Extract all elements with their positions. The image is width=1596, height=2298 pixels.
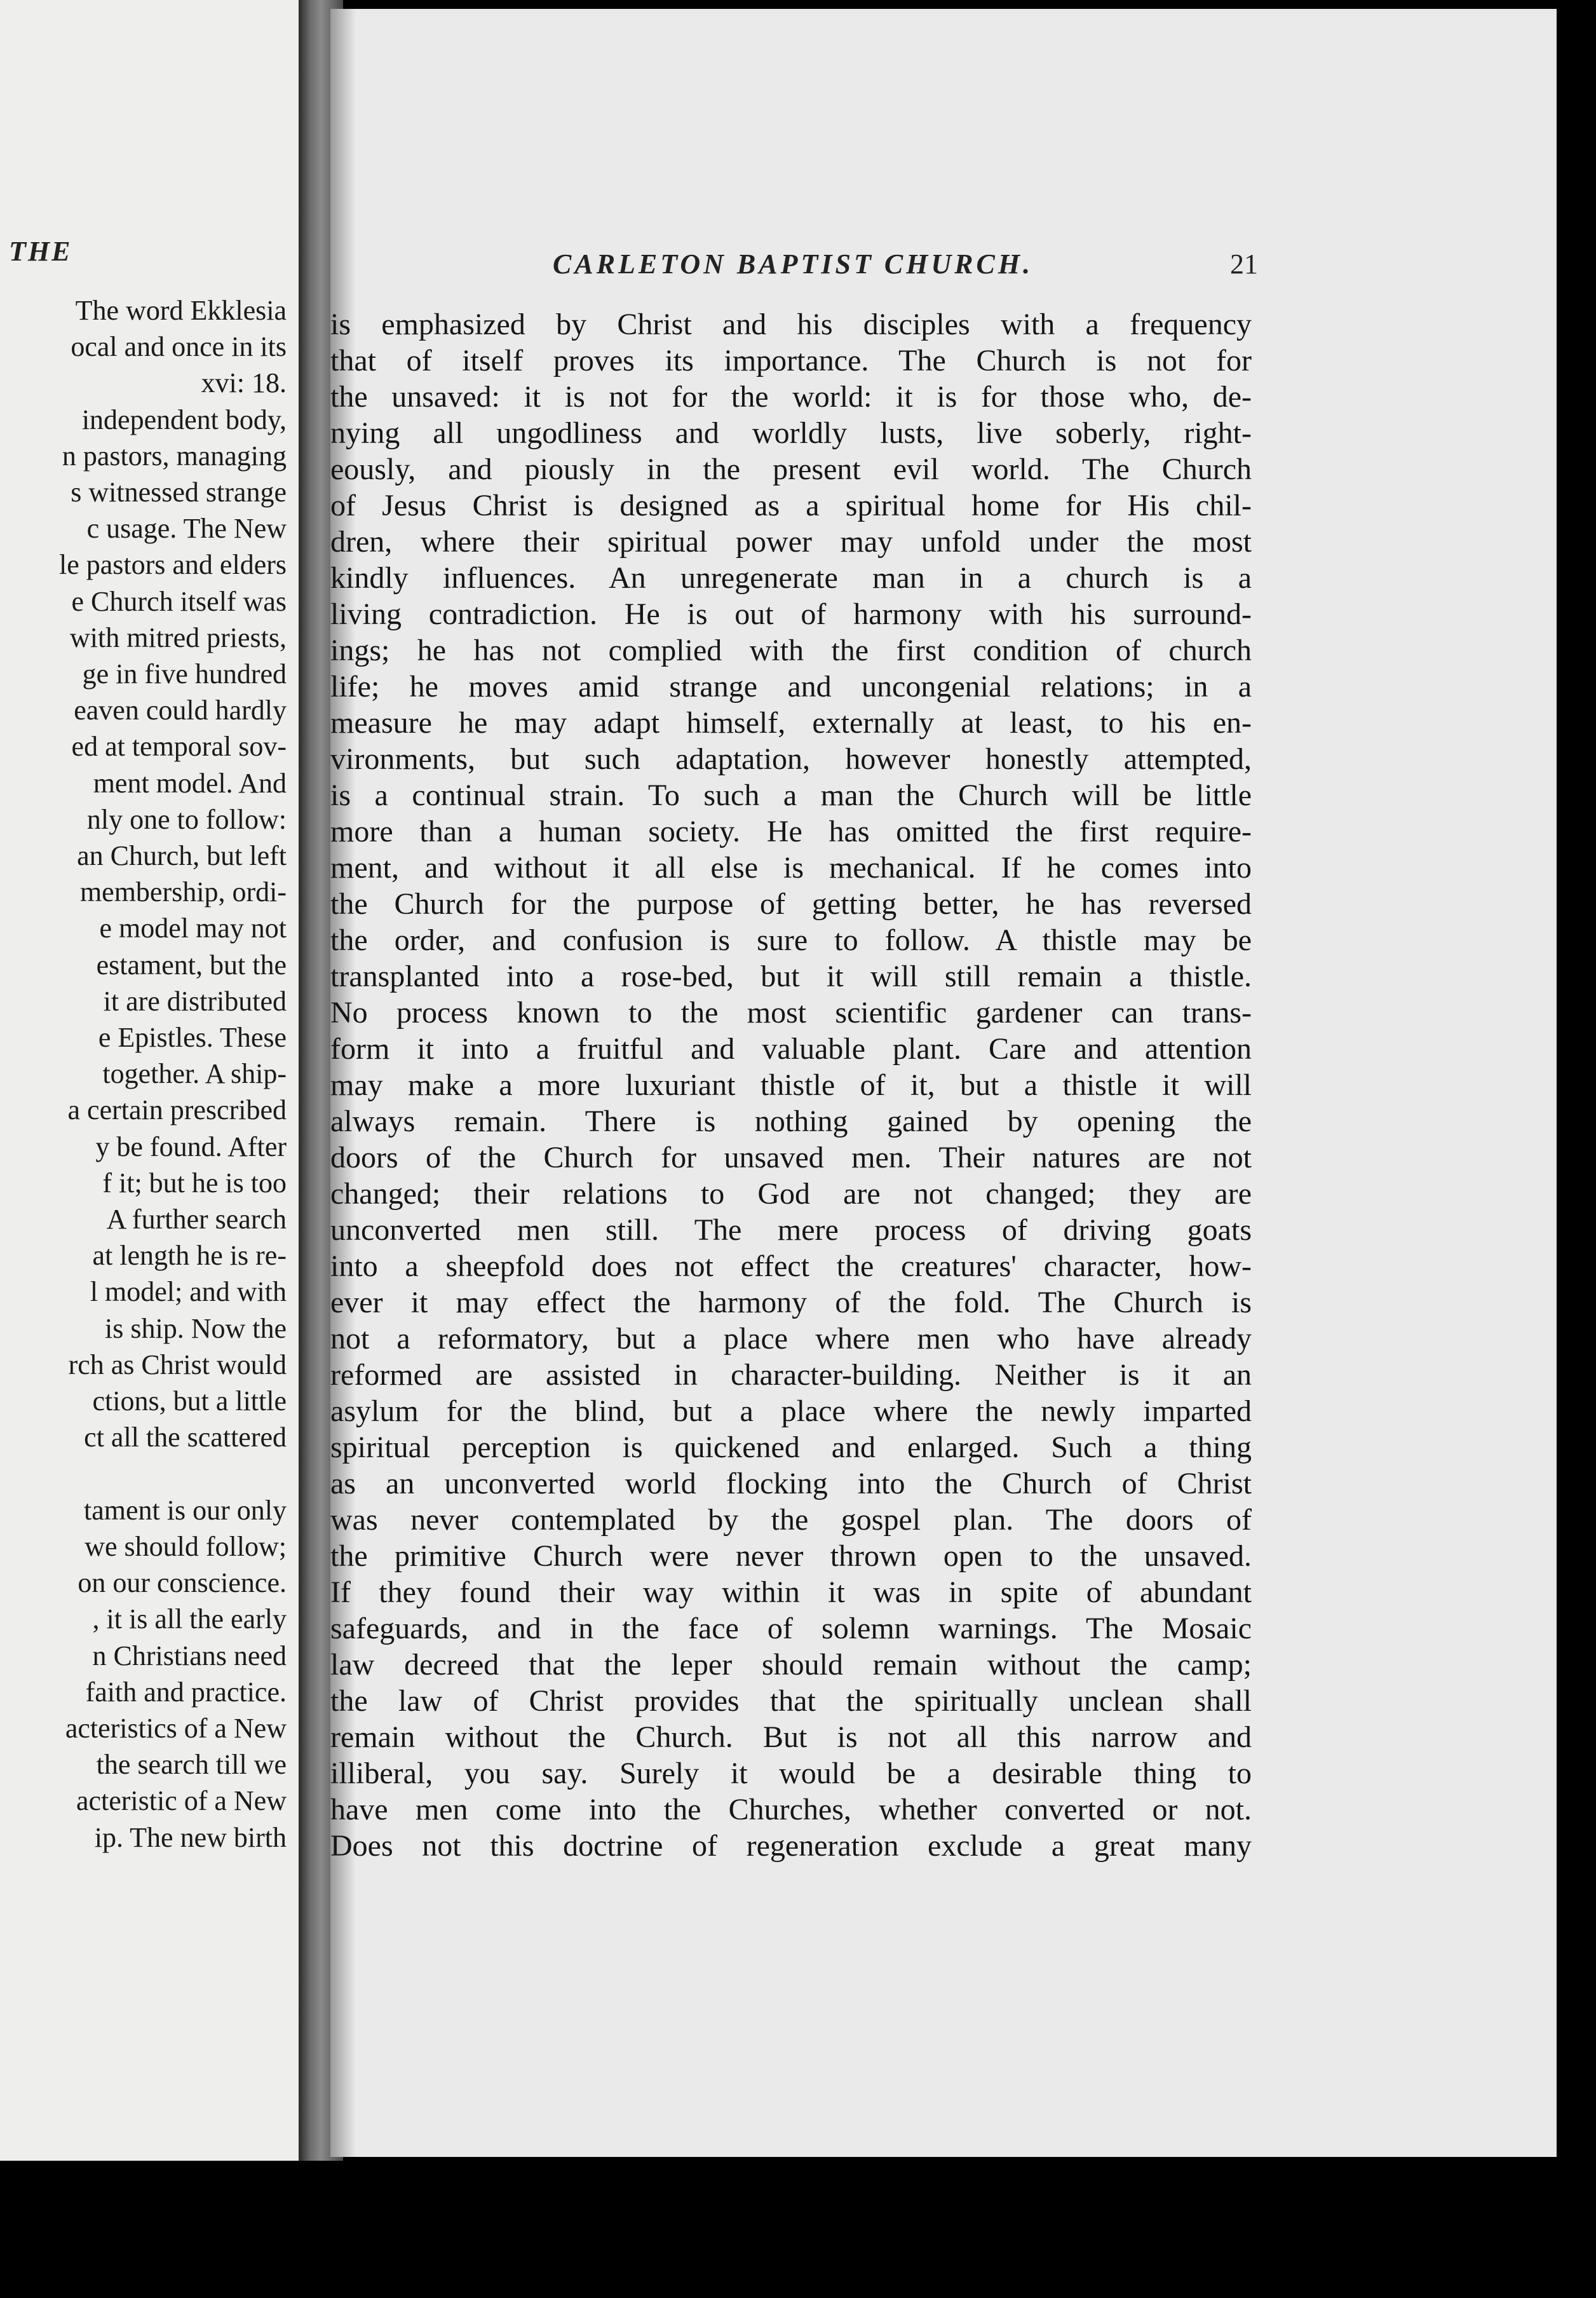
text-line: was never contemplated by the gospel plan. The doors of [330,1503,1252,1537]
text-line: ment, and without it all else is mechanical. If he comes into [330,851,1252,885]
text-line: unconverted men still. The mere process of driving goats [330,1213,1252,1247]
text-line: ed at temporal sov- [71,731,287,763]
text-line: estament, but the [96,949,287,981]
text-line: membership, ordi- [79,876,287,908]
text-line: kindly influences. An unregenerate man in a church is a [330,561,1252,595]
text-line: reformed are assisted in character-building. Neither is it an [330,1358,1252,1392]
text-line: the unsaved: it is not for the world: it is for those who, de- [330,380,1252,414]
text-line: e model may not [99,913,287,944]
text-line: n Christians need [92,1640,287,1671]
text-line: may make a more luxuriant thistle of it, but a thistle it will [330,1068,1252,1102]
text-line: ever it may effect the harmony of the fold. The Church is [330,1286,1252,1319]
text-line: life; he moves amid strange and uncongenial relations; in a [330,670,1252,704]
text-line: rch as Christ would [68,1349,287,1380]
text-line: into a sheepfold does not effect the creatures' character, how- [330,1249,1252,1283]
text-line: l model; and with [90,1276,287,1308]
text-line: is a continual strain. To such a man the Church will be little [330,778,1252,812]
text-line: faith and practice. [85,1676,287,1708]
text-line: an Church, but left [77,840,287,872]
text-line: have men come into the Churches, whether converted or not. [330,1793,1252,1826]
left-page-text [0,292,287,1856]
text-line: transplanted into a rose-bed, but it will still remain a thistle. [330,960,1252,993]
text-line: is ship. Now the [105,1312,287,1344]
text-line: that of itself proves its importance. The Church is not for [330,344,1252,377]
text-line: tament is our only [84,1494,287,1526]
text-line: ct all the scattered [84,1422,287,1453]
text-line: the primitive Church were never thrown open to the unsaved. [330,1539,1252,1573]
text-line: vironments, but such adaptation, however honestly attempted, [330,742,1252,776]
scan-bottom-border [0,2161,1596,2298]
text-line: the order, and confusion is sure to follow. A thistle may be [330,923,1252,957]
text-line: s witnessed strange [71,477,287,508]
text-line: ocal and once in its [71,331,287,363]
text-line: form it into a fruitful and valuable plant. Care and attention [330,1032,1252,1066]
text-line: ings; he has not complied with the first condition of church [330,634,1252,667]
text-line: ge in five hundred [82,658,287,690]
text-line: e Church itself was [71,585,287,617]
text-line: nying all ungodliness and worldly lusts, live soberly, right- [330,416,1252,450]
text-line: spiritual perception is quickened and enlarged. Such a thing [330,1431,1252,1464]
text-line: independent body, [81,404,287,435]
running-head: CARLETON BAPTIST CHURCH. [553,248,1034,280]
text-line: at length he is re- [92,1240,287,1272]
text-line: If they found their way within it was in spite of abundant [330,1575,1252,1609]
text-line: eously, and piously in the present evil world. The Church [330,452,1252,486]
text-line: the search till we [96,1749,287,1781]
text-line: asylum for the blind, but a place where the newly imparted [330,1394,1252,1428]
text-line: a certain prescribed [67,1094,287,1126]
text-line: of Jesus Christ is designed as a spiritual home for His chil- [330,489,1252,522]
text-line: c usage. The New [86,513,287,545]
text-line: Does not this doctrine of regeneration exclude a great many [330,1829,1252,1863]
text-line: acteristics of a New [65,1712,287,1744]
text-line: ctions, but a little [92,1385,287,1417]
text-line: the Church for the purpose of getting better, he has reversed [330,887,1252,921]
text-line: is emphasized by Christ and his disciples with a frequency [330,308,1252,341]
page-header [330,248,1258,286]
text-line: more than a human society. He has omitted the first require- [330,815,1252,848]
text-line: measure he may adapt himself, externally at least, to his en- [330,706,1252,740]
text-line: y be found. After [95,1131,287,1162]
text-line: n pastors, managing [62,440,287,472]
body-text [330,306,1252,1864]
left-page-fragment [0,0,302,2161]
text-line [0,1456,287,1492]
text-line: nly one to follow: [86,803,287,835]
text-line: as an unconverted world flocking into the Church of Christ [330,1467,1252,1500]
text-line: remain without the Church. But is not all this narrow and [330,1720,1252,1754]
text-line: law decreed that the leper should remain without the camp; [330,1648,1252,1682]
text-line: A further search [106,1204,287,1235]
text-line: xvi: 18. [201,367,287,399]
text-line: we should follow; [85,1530,287,1562]
text-line: le pastors and elders [59,549,287,581]
text-line: not a reformatory, but a place where men who have already [330,1322,1252,1356]
text-line: e Epistles. These [98,1022,287,1054]
text-line: illiberal, you say. Surely it would be a desirable thing to [330,1757,1252,1790]
text-line: No process known to the most scientific gardener can trans- [330,996,1252,1030]
text-line: acteristic of a New [76,1785,287,1817]
text-line: always remain. There is nothing gained by opening the [330,1105,1252,1138]
text-line: safeguards, and in the face of solemn warnings. The Mosaic [330,1612,1252,1645]
text-line: , it is all the early [92,1603,287,1635]
right-page [330,9,1557,2157]
left-running-head: THE [9,236,72,267]
text-line: the law of Christ provides that the spiritually unclean shall [330,1684,1252,1718]
text-line: living contradiction. He is out of harmony with his surround- [330,597,1252,631]
text-line: dren, where their spiritual power may unfold under the most [330,525,1252,559]
text-line: f it; but he is too [102,1167,287,1199]
page-number: 21 [1230,248,1258,280]
text-line: it are distributed [103,985,287,1017]
text-line: on our conscience. [78,1567,287,1599]
text-line: The word Ekklesia [75,295,287,326]
text-line: ip. The new birth [94,1821,287,1853]
text-line: with mitred priests, [70,622,287,653]
text-line: eaven could hardly [74,695,287,726]
text-line: ment model. And [93,767,287,799]
scan-right-border [1557,0,1596,2298]
text-line: together. A ship- [102,1058,287,1090]
text-line: changed; their relations to God are not changed; they are [330,1177,1252,1211]
text-line: doors of the Church for unsaved men. Their natures are not [330,1141,1252,1174]
